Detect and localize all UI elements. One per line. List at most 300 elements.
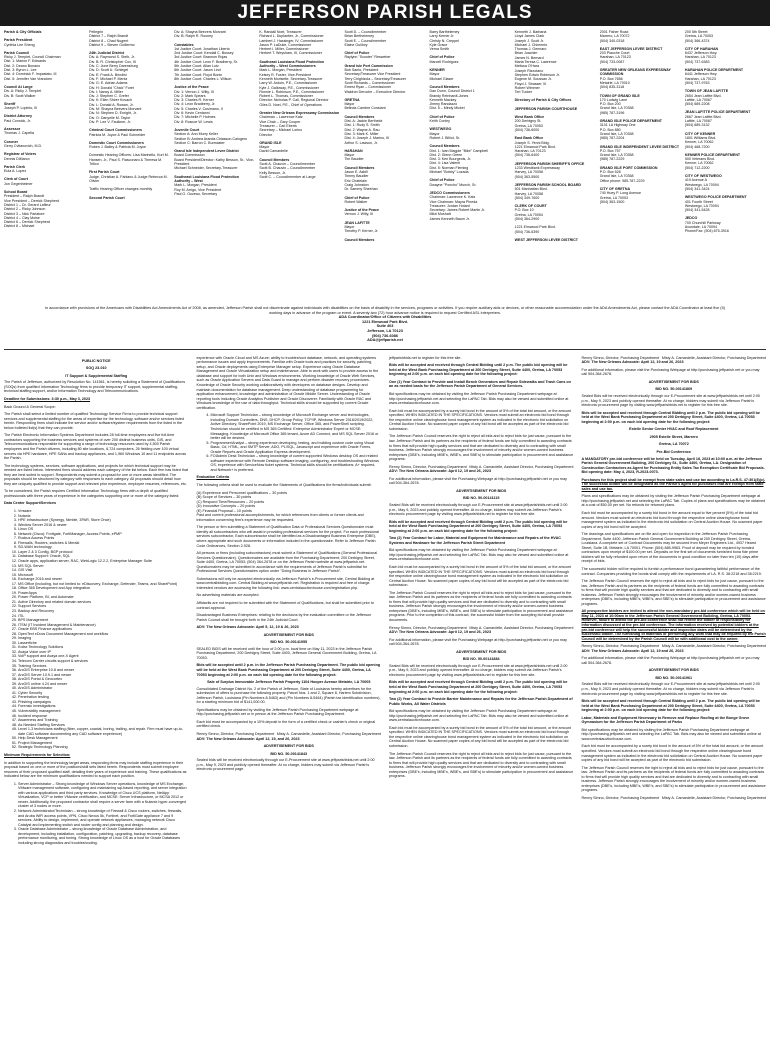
directory-line: Div. O: Danyelle M. Taylor — [89, 115, 131, 120]
notice-number: BID NO. 50-00141869 — [655, 387, 693, 392]
directory-line: (504) 349-7600 — [514, 195, 540, 200]
banner-title: JEFFERSON PARISH LEGALS — [237, 2, 533, 23]
directory-block — [344, 208, 425, 217]
list-item: 2. Nutanix — [18, 514, 189, 519]
notice-paragraph: The person or firm submitting a Statement of Qualification Data or Professional Services Questionnaire must identify all subcontractors who will assist in providing professional services for the project. For each professional services subcontractor, Each subcontractor shall be identified as a Disadvantaged Business Enterprise (DBE), where appropriate and such documents or information included in the questionnaire. Refer to Jefferson Parish Code Ordinances, Section 2-928. — [196, 525, 379, 548]
directory-line: Gerry Cvitanovich, M.D. — [4, 143, 43, 148]
directory-block — [4, 114, 85, 123]
directory-line: P.O. Box 528 — [599, 170, 621, 175]
notice-paragraph: Past and current professional accomplishments, for which references from clients or former clients and information concerning firm's experience may be requested. — [196, 513, 364, 522]
directory-line: Kenner, LA 70062 — [684, 140, 714, 145]
directory-block — [685, 174, 766, 191]
directory-block — [259, 158, 340, 179]
list-item: 1. Server Administrator – Strong knowledge of Windows Server operations, knowledge of MS Exchange, VMware management software, configuring and maintaining sql-based reporting, and server integration with various applications and third party services. Knowledge of Cisco UCS platform, NetApp Virtualization, VCP or better VMware certification, and MCSE: Server Infrastructure, or MCSA 2012 or newer. Additionally, the proposed contractor shall require a server farm with a Nutanix hyper-converged cluster of 3 nodes or more. — [18, 782, 189, 809]
directory-line: 5th Justice Court: Allan Lutz — [174, 64, 219, 69]
notice-paragraph: Sealed Bids will be received electronically through our E-Procurement site at www.jeffparishbids.net until 2:00 p.m., May 9, 2023 and publicly opened thereafter. At no charge, bidders may submit via Jefferson Parish's electronic procurement page by visiting www.jeffparishbids.net to register for this free site. — [389, 663, 568, 677]
directory-line: Eric Chatelain — [344, 178, 367, 183]
notice-paragraph: Bids will be accepted and received through Central Bidding until 2 p.m. The public bid opening will be held at the West Bank Purchasing Department at 200 Derbigny Street, Suite 4400, Gretna, LA 70053 beginning at 2:00 p.m. on each bid opening date for the following project: — [389, 519, 568, 533]
directory-heading: Constables — [174, 42, 194, 47]
directory-line: Director: Nicholas P. Cali, Regional Director — [259, 98, 329, 103]
directory-line: Div. 2: Mark Spears — [174, 93, 206, 98]
directory-line: James Kenneth Baum Jr. — [429, 216, 470, 221]
notice-paragraph: The Parish Electronic Information Systems Department includes 28 full-time employees and five full-time contractors supporting the business services and systems of over 200 distinct business units, GIS, and Telecommunications responsible for supporting a range of technology resources used by 4,500 Parish employees and the Parish citizens, including 80 site locations, 6,724 computers, 26 fielding over 100 virtual servers via HPE hardware, HPE SANs and backup appliances, and 1,960 Windows 10 and 11 endpoints across the Parish. — [4, 433, 187, 461]
directory-line: District 8 – Michael — [4, 224, 35, 229]
directory-block — [4, 85, 85, 98]
directory-line: P.O. Box 757 — [599, 148, 621, 153]
directory-line: Marcell Rodriguez — [429, 59, 459, 64]
notice-paragraph: Consolidated Drainage District No. 2 of the Parish of Jefferson, State of Louisiana hereby advertises for the submission of offers to purchase the following property, Parcel Nos. 1 and 2, Square 8, Harlem Subdivision, Jefferson Parish, Louisiana (Pin Numbers 8-5463) and (Pin Numbers 8-5464) (Parish tax identification numbers), for a starting minimum bid of $141,000.00. — [196, 686, 381, 705]
directory-heading: HARAHAN POLICE DEPARTMENT — [684, 68, 744, 73]
directory-block — [89, 187, 170, 191]
directory-block — [515, 162, 596, 179]
directory-block — [89, 170, 170, 183]
directory-block — [4, 177, 85, 186]
directory-line: Div. 6: Kevin Centanni — [174, 111, 210, 116]
directory-block — [174, 175, 255, 196]
directory-line: Secretary – Michael Lorino — [259, 128, 303, 133]
directory-line: Mayor — [429, 131, 440, 136]
directory-block — [174, 43, 255, 82]
directory-block — [430, 144, 511, 174]
directory-heading: Chief of Police — [429, 178, 455, 183]
notice-paragraph: Bid specifications may be obtained by visiting the Jefferson Parish Purchasing Department webpage at http://purchasing.jeffparish.net and selecting the LaPAC Tab. Bids may also be viewed and submitted online at www.centralauctionhouse.com. — [389, 392, 569, 406]
notice-heading: ADVERTISEMENT FOR BIDS — [263, 744, 314, 749]
project-title: Two (2) Year Contract to Provide Barrier Maintenance and Repairs for the Jefferson Parish Department of Public Works, All Water Districts — [389, 697, 573, 706]
signature-left: Renny Simno, Director, Purchasing Department — [389, 625, 467, 630]
notice-number: SOQ 23-010 — [85, 366, 107, 371]
directory-line: P.O. Box 880 — [599, 127, 621, 132]
directory-block — [515, 107, 596, 111]
directory-line: 6441 Jefferson Hwy. — [684, 72, 718, 77]
directory-block — [515, 183, 596, 200]
directory-block — [174, 30, 255, 39]
directory-line: Cynthia Lee Sheng — [4, 42, 35, 47]
notice-heading: ADVERTISEMENT FOR BIDS — [456, 649, 507, 654]
list-item: 5. Programmer/Analyst – strong experience developing, testing, and building custom code using Visual Basic, C#, HTML, and SMTP Server, ADO, PL/SQL, Javascript and experience with Oracle Forms, Oracle Reports and Oracle Application Express development. — [211, 441, 382, 455]
directory-line: Mayor — [259, 145, 270, 150]
directory-line: Div. G: E. Adrian Adams — [89, 81, 128, 86]
directory-line: Traffic Hearing Officer changes monthly — [89, 187, 153, 192]
ada-contact-line: (504) 736-6086 — [372, 333, 398, 338]
directory-heading: Grand Isle Independent Levee District — [174, 149, 239, 154]
list-item: 43. Phishing campaigns — [18, 700, 189, 705]
directory-block — [430, 68, 511, 81]
directory-heading: Parish Council — [4, 50, 30, 55]
list-item: 8. Firewalls, Routers, switches & Meraki — [18, 541, 189, 546]
directory-heading: JEDCO — [684, 216, 698, 221]
directory-line: 401 Fourth Street — [684, 199, 713, 204]
directory-line: Div. B: Ralph R. Rooney — [174, 34, 213, 39]
directory-line: Dist. 1: Marion F. Edwards — [4, 59, 46, 64]
directory-block — [685, 132, 766, 149]
directory-line: District 6 – Derrick Shepherd — [4, 220, 50, 225]
notice-paragraph: The technology systems, services, software applications, and projects for which technical support may be needed are listed below. Interested firms should address each category of the list below. Each firm has listed that they are best suited to support. Respondents may submit a proposal for one or more areas identified. The proposals should be structured by category with responses to each category. All proposals should detail how they are uniquely qualified to provide support and relevant prior experience, employee resumes, references, etc. — [4, 463, 189, 486]
notice-paragraph: Each bid must be accompanied by a surety bid bond in the amount of 5% of the total bid amount, or the amount specified. WHEN INDICATED IN THE SPECIFICATIONS. Vendors must submit an electronic bid bond through the respective online clearinghouse bond management system as indicated in the electronic bid solicitation on Central Auction House. No scanned paper copies of any bid bond will be accepted as part of the electronic bid submission. — [389, 564, 571, 588]
list-item: 47. Awareness and Training — [18, 718, 189, 723]
notice-heading: ADVERTISEMENT FOR BIDS — [648, 379, 699, 384]
directory-line: (504) 737-9763 — [684, 80, 710, 85]
list-item: 33. VoIP support and Avaya one-X Agent — [18, 654, 189, 659]
ada-notice-text: In accordance with provisions of the Americans with Disabilities Act Amendments Act of 2008, as amended, Jefferson Parish shall not discriminate against individuals with disabilities on the basis of disability in the services, programs or activities. If you require auxiliary aids or devices, or other reasonable accommodation under the ADA Amendments Act, please contact the ADA Coordinator at least five (5) working days in advance of the program or event. A seventy-two (72) hour advance notice is required to request Certified ASL interpreters. — [45, 306, 725, 315]
directory-block — [4, 152, 85, 161]
directory-line: Belinda Cambre Constant — [344, 106, 386, 111]
directory-line: Dist. A: Jackie Berthelot — [344, 119, 383, 124]
list-item: 12. Oracle apps, application server, RAC, WebLogic 12.2.2, Enterprise Manager Suite — [18, 559, 189, 564]
list-item: 28. OpenText eDocs Document Management and workflow — [18, 632, 189, 637]
directory-line: Office phone: 985-787-2229 — [599, 178, 645, 183]
directory-line: Dist. 1: Rudy S. Smith — [344, 123, 380, 128]
directory-line: Div. 4: Leon Bradberry, Jr. — [174, 102, 216, 107]
directory-heading: First Parish Court — [89, 170, 120, 175]
notice-paragraph: Each bid must be accompanied by a surety bid bond in the amount of 5% of the total bid amount, or the amount specified. WHEN INDICATED IN THE SPECIFICATIONS. Vendors must submit an electronic bid bond through the respective online clearinghouse bond management system as indicated in the electronic bid solicitation on Central Auction House. No scanned paper copies of any bid bond will be accepted as part of the electronic bid submission. — [389, 408, 571, 431]
directory-line: Kyle Grace — [429, 42, 448, 47]
list-item: (E) Financial Proposal – 10 points — [196, 508, 252, 513]
directory-heading: CITY OF HARAHAN — [684, 46, 719, 51]
notice-number: BID NO. 50-00141115 — [463, 496, 500, 501]
directory-line: Raylynn "Scooter" Resweber — [344, 55, 391, 60]
directory-heading: Council Members — [344, 114, 375, 119]
notice-deadline: Deadline for Submissions: 3:30 p.m., May 3, 2023 — [4, 397, 91, 402]
directory-block — [600, 145, 681, 162]
directory-block — [4, 102, 85, 111]
directory-line: 3rd Justice Court: Brannon Rojas — [174, 55, 228, 60]
list-item: 9. SD-WAN technology — [18, 545, 189, 550]
directory-heading: TOWN OF JEAN LAFITTE — [684, 89, 729, 94]
directory-line: Lambert J. Hassinger, IV, Commissioner — [259, 38, 324, 43]
directory-line: Dist. 1: Ivan Magpie "Bike" Campbell — [429, 148, 489, 153]
directory-heading: Parish President — [4, 38, 33, 43]
signature-left: Renny Simno, Director, Purchasing Department — [581, 355, 660, 360]
officials-directory — [4, 30, 766, 302]
list-item: 52. Strategic Technology Planning — [18, 745, 189, 750]
directory-heading: JEAN LAFITTE POLICE DEPARTMENT — [684, 110, 751, 115]
list-heading: Data Center Support/Services — [4, 501, 57, 506]
list-item: 14. GIS Visit — [18, 568, 189, 573]
notice-paragraph: Disadvantaged Business Enterprises: relating to the decisions by the evaluation committee or the Jefferson Parish Council shall be brought forth in the 24th Judicial Court. — [196, 613, 372, 622]
directory-block — [685, 68, 766, 85]
directory-line: Joseph Rizzotano — [514, 68, 544, 73]
directory-block — [430, 30, 511, 51]
directory-heading: Criminal Court Commissioners — [89, 128, 143, 133]
directory-line: Herbert T. Weysham, III, Commissioner — [259, 51, 322, 56]
directory-block — [89, 196, 170, 200]
directory-heading: Chief of Police — [344, 51, 370, 56]
directory-line: Eula A. Lopez — [4, 169, 27, 174]
directory-line: Vernon J. Wilty, III — [344, 212, 374, 217]
directory-heading: JEFFERSON PARISH SHERIFF'S OFFICE — [514, 161, 585, 166]
directory-block — [89, 153, 170, 166]
list-item: 44. Forensic investigations — [18, 704, 189, 709]
directory-line: Metairie, LA 70010 — [599, 80, 630, 85]
directory-column — [515, 30, 596, 302]
directory-line: Mark L. Morgan, President — [259, 68, 302, 73]
directory-block — [600, 187, 681, 204]
list-item: 5. Linux OS — [18, 527, 189, 532]
directory-block — [4, 127, 85, 136]
directory-line: 2667 Jean Lafitte Blvd. — [684, 114, 722, 119]
directory-line: Roy M. Arrigo, Vice President — [174, 187, 222, 192]
directory-line: District 3 – Nick Parlatore — [4, 211, 45, 216]
directory-line: (504) 736-6000 — [514, 127, 540, 132]
directory-heading: GRAND ISLE PORT COMMISSION — [599, 165, 658, 170]
directory-line: (504) 689-2208 — [684, 102, 710, 107]
directory-block — [174, 128, 255, 145]
directory-line: Maria Teresa C. Lawrence — [514, 60, 557, 65]
list-item: 2. Network Administrator/Technician – strong knowledge of Firewall & Cisco routers, switches, firewalls, and Aruba WiFi access points, VPN, Cisco Nexus 5k, Fortinet, and FortiGate appliance 7 and 9 services. Ability to design, implement, and operate network appliances, managing network Cisco Catalyst and implementing switch and router config and planning and design. — [18, 809, 189, 827]
directory-line: Jason E. Asbill — [344, 170, 368, 175]
directory-heading: Coroner — [4, 139, 18, 144]
directory-line: Secretary: James Robert Martin Jr. — [429, 208, 486, 213]
directory-block — [344, 149, 425, 162]
list-item: 19. PowerApps — [18, 591, 189, 596]
legal-notices — [4, 356, 766, 1046]
notice-paragraph: All prospective bidders are invited to attend the non-mandatory pre-bid conference which will be held on May 11, 2023 at 10:00am in the Jefferson Parish General Government Building, Gretna, LA 70053. However, failure to attend the pre-bid conference shall not relieve the bidder of responsibility for information discussed at the pre-bid conference. The information received by potential bidders at the pre-bid conference will help the successful bidder and inspection dates will be determined by the successful bidder. The furnishing of materials or performing any work that may be required by the Parish Council will be determined by the Parish Council will be with additional cost to the owner. — [581, 609, 766, 641]
directory-line: Harahan, LA 70123 — [599, 55, 631, 60]
directory-line: 6th Justice Court: Jason Lind — [174, 68, 221, 73]
directory-block — [685, 153, 766, 170]
signature-left: Renny Simno, Director, Purchasing Department — [581, 644, 660, 649]
list-item: 38. ArcGIS Portal & Geocortex — [18, 677, 189, 682]
project-title: Sale of Surplus Immovable Jefferson Parish Property 1104 Hooper Avenue Metairie, LA 70005 — [207, 680, 371, 685]
list-item: 7. Ruckus Access Points — [18, 536, 189, 541]
directory-line: 740 Huey P. Long Avenue — [599, 191, 641, 196]
services-list — [4, 509, 189, 750]
directory-line: Ronnie L. Robinson, P.E., Commissioner — [259, 89, 325, 94]
directory-line: Lafitte, LA 70067 — [684, 119, 712, 124]
directory-line: (504) 712-2200 — [684, 165, 710, 170]
directory-line: Melissa O'Hara — [514, 64, 540, 69]
directory-line: Gretna, LA 70053 — [599, 195, 628, 200]
project-line: Pre-Bid Conference — [656, 449, 691, 454]
ada-notice — [44, 306, 726, 343]
list-item: (D) Innovative Concepts – 20 points — [196, 504, 256, 509]
signature-left: Renny Simno, Director, Purchasing Department — [389, 464, 467, 469]
directory-line: (985) 787-3196 — [599, 110, 625, 115]
directory-line: Section A: Ann Murry Keller — [174, 132, 218, 137]
directory-heading: Chief of Police — [429, 114, 455, 119]
directory-heading: East Bank Office — [514, 136, 544, 141]
notice-paragraph: No advertising materials are accepted. — [196, 593, 260, 598]
directory-line: Elaine Guillory — [344, 42, 368, 47]
list-item: 6. Network (Cisco): Fortigate, FortiManager, Access Points, ePMP — [18, 532, 189, 537]
directory-line: (504) 468-7200 — [684, 144, 710, 149]
directory-line: Michael Glaser — [429, 76, 454, 81]
directory-block — [344, 115, 425, 145]
list-item: 13. MS SQL Server — [18, 564, 189, 569]
ad-run-dates: ADV: The New Orleans Advocate: April 5, 12, 19 & 26, 2023 — [196, 625, 299, 630]
list-item: 27. Oracle EBS Finance applications — [18, 627, 189, 632]
directory-line: Stephen Edwin Robinson Jr. — [514, 72, 560, 77]
directory-line: Dwayne "Poncho" Munch, Sr. — [429, 182, 477, 187]
notice-paragraph: For additional information, please visit the Purchasing Webpage at http://purchasing.jeffparish.net or you may call 504-364-2678. — [389, 476, 567, 486]
list-item: 18. Office 365 Development and App integration — [18, 586, 189, 591]
directory-line: Section C: Barron C. Burmaster — [174, 140, 225, 145]
directory-line: Dennis DiMarco — [4, 156, 30, 161]
directory-line: Dist. 2: Wayne A. Rau — [344, 127, 380, 132]
directory-heading: Southeast Louisiana Flood Protection Authority – West — [174, 174, 239, 183]
criteria-list — [197, 491, 382, 514]
directory-line: Terry Chighizola – Secretary/Treasurer — [344, 76, 407, 81]
list-item: 1. Vmware — [18, 509, 189, 514]
directory-block — [600, 30, 681, 43]
notice-paragraph: All persons or firms (including subcontractors) must submit a Statement of Qualifications (General Professional Services Questionnaire). Questionnaires are available from the Purchasing Department; 200 Derbigny Street, Suite 4400, Gretna, LA 70053; (504) 364-2678 or on the Jefferson Parish website at www.jeffparish.net. Questionnaires may be submitted in accordance with the requirements of Jefferson Parish's submittal for Professional Services Questionnaires option under "Doing Business in Jefferson Parish". — [196, 551, 378, 574]
directory-block — [344, 98, 425, 111]
directory-heading: Chief of Police — [429, 55, 455, 60]
notice-paragraph: Bids will be accepted until 2 p.m. in the Jefferson Parish Purchasing Department. The public bid opening will be held at the West Bank Purchasing Department at 200 Derbigny Street, Suite 4400, Gretna, LA 70053 beginning at 2:00 p.m. on each bid opening date for the following project: — [196, 663, 381, 677]
directory-block — [4, 38, 85, 47]
directory-line: James N. Bernard — [514, 55, 544, 60]
directory-heading: Greater New Orleans Expressway Commission — [259, 111, 340, 116]
directory-line: Dist. 2: Deano Bonano — [4, 63, 41, 68]
notice-paragraph: For additional information, please visit the Purchasing Webpage at http://purchasing.jeffparish.net or you may call 504-364-2678. — [389, 637, 567, 647]
ad-run-dates: ADV: The New Orleans Advocate: April 12, 19 and 26, 2023 — [389, 630, 491, 635]
directory-line: Pellegrin — [89, 30, 104, 34]
directory-line: Michael J. Chimento — [514, 42, 548, 47]
directory-block — [600, 68, 681, 89]
directory-line: Div. P: Lee V. Faulkner, Jr. — [89, 119, 132, 124]
list-item: 51. Project Management — [18, 741, 189, 746]
notice-paragraph: Sealed Bids will be received electronically through our E-Procurement site at www.jeffparishbids.net until 2:00 p.m., May 9, 2023 and publicly opened thereafter. At no charge, bidders may submit via Jefferson Parish's electronic procurement page by visiting www.jeffparishbids.net to register for this free site. — [581, 394, 760, 408]
directory-line: 419 Avenue A — [684, 178, 707, 183]
directory-line: Kelsey R. Foster, Vice-President — [259, 72, 311, 77]
list-item: (C) Respond Time/Resources – 20 points — [196, 499, 265, 504]
directory-block — [600, 119, 681, 140]
directory-line: Dist. 5: Jennifer Van Vrancken — [4, 76, 53, 81]
ad-run-dates: ADV: The New Orleans Advocate: April 12, 19 and 26, 2023 — [581, 648, 684, 653]
directory-line: (504) 341-3424 — [684, 186, 710, 191]
directory-line: Grand Isle, LA 70358 — [599, 106, 634, 111]
directory-heading: GRETNA — [344, 97, 360, 102]
notice-heading: ADVERTISEMENT FOR BIDS — [648, 668, 699, 673]
directory-heading: Council At Large — [4, 84, 33, 89]
notice-paragraph: Bids will be accepted and received through Central Bidding until 2 p.m. The public bid opening will be held at the West Bank Purchasing Department at 200 Derbigny Street, Suite 4400, Gretna, LA 70053 beginning at 2:00 p.m. on each bid opening date for the following project: — [389, 363, 568, 377]
directory-line: District 4 – Clay Moise — [4, 215, 40, 220]
list-item: 41. Cyber Security — [18, 691, 189, 696]
directory-line: (504) 366-4374 — [684, 38, 710, 43]
directory-line: Lloyd James Clark — [514, 34, 545, 39]
directory-heading: Chief of Police — [344, 195, 370, 200]
directory-line: Verna Smith — [429, 47, 450, 52]
directory-line: Mitzi Mushatt — [429, 212, 451, 217]
directory-block — [600, 166, 681, 183]
list-item: 45. Vulnerability management — [18, 709, 189, 714]
project-line: 2905 Estelle Street, Marrero — [649, 434, 698, 439]
directory-line: Michael "Bobby" Lozada — [429, 170, 469, 175]
directory-line: Floyd J. Strasser, III — [514, 81, 547, 86]
directory-line: (504) 340-0318 — [599, 38, 625, 43]
list-item: 49. Level 1-3 technicians staffing (fiber, copper, coaxial, boring, trailing, and repair. Firm must have up-to-date CAD software documenting any CAD software experience) — [18, 727, 189, 736]
directory-block — [430, 178, 511, 187]
directory-line: Div. 5: Charles V. Cusimano, II — [174, 106, 223, 111]
signature-right: Misty A. Camardelle, Assistant Director, Purchasing Department — [661, 355, 766, 360]
directory-line: District 7 – Ralph Brandt — [89, 34, 129, 39]
directory-block — [430, 55, 511, 64]
list-item: 21. Active Directory and related domain services — [18, 600, 189, 605]
list-item: (A) Experience and Personnel qualifications – 30 points — [196, 490, 288, 495]
directory-column — [259, 30, 340, 302]
notice-paragraph: jeffparishbids.net to register for this free site. — [389, 355, 462, 360]
positions-list — [197, 413, 382, 472]
directory-block — [430, 191, 511, 221]
legals-page — [4, 30, 766, 1046]
list-item: 4. Window Server 2016 & newer — [18, 523, 189, 528]
notice-paragraph: The Jefferson Parish Council reserves the right to reject all bids and to reject bids for just cause, pursuant to the law. Jefferson Parish and its partners as the recipients of federal funds are fully committed to awarding contracts to firms that will provide high quality services and that are dedicated to diversity and to contracting with small business. Jefferson Parish strongly encourages the involvement of minority and/or women-owned business enterprises (DBE's, including MBE's, WBE's, and SBE's) to stimulate participation in procurement and assistance programs. — [581, 579, 766, 606]
directory-line: Grand Isle, LA 70358 — [599, 174, 634, 179]
notice-column-3 — [389, 356, 574, 1046]
directory-line: (985) 787-2204 — [599, 136, 625, 141]
directory-heading: Sheriff — [4, 101, 16, 106]
ad-run-dates: ADV: The New Orleans Advocate: April 12, 19, and 26, 2023 — [196, 736, 300, 741]
directory-line: 500 Veterans Blvd. — [684, 157, 716, 162]
directory-line: Kenner, LA 70062 — [684, 161, 714, 166]
directory-line: Arthur S. Lawson, Jr. — [344, 140, 378, 145]
directory-line: District 9 – Steven Guillermo — [89, 42, 135, 47]
notice-number: BID NO. 50-00141955 — [270, 640, 308, 645]
directory-line: Div. 8: Roscoe W. Lewis — [174, 119, 213, 124]
directory-line: Div. E: Frank A. Brindisi — [89, 72, 127, 77]
list-item: 37. ArcGIS Server 10.9.1 and newer — [18, 673, 189, 678]
directory-line: Tim Baudier — [344, 157, 364, 162]
directory-line: 2nd Justice Court: Kendall C. Bussey — [174, 51, 234, 56]
directory-column — [89, 30, 170, 302]
directory-heading: WEST JEFFERSON LEVEE DISTRICT — [514, 237, 578, 242]
project-title: One (1) Year Contract to Provide and Install Bench Generators and Repair Sidewalks and Trash Cans on an as needed basis for the Jefferson Parish Department of General Services. — [389, 379, 571, 389]
directory-line: Dist. 5 – Mindy Mickel — [429, 106, 465, 111]
directory-heading: Domestic Court Commissioners — [89, 140, 144, 145]
directory-line: (504) 363-5500 — [514, 174, 540, 179]
notice-paragraph: experience with Oracle Cloud and MS Azure; ability to troubleshoot database, network, and operating systems performance issues and apply improvements. Familiar with Oracle tools and practices for security, patching, setup, and Oracle deployments using Enterprise Manager setup. Experience using Oracle Database Management and Oracle Virtualization setup and maintenance. Able to work with users to provide access to the database and support for both Unix and Windows environments. Working knowledge of Oracle Web Services, such as Oracle Application Servers and Data Guard to manage and perform disaster recovery procedures. Knowledge of Oracle Security working collaboratively with developers on database designs. Develop and maintain documentation for database management. Deep understanding of database programming for application enhancement, knowledge and administration of Oracle Middle Server. Understanding of Oracle reporting tools including Oracle Analytics Publisher and Oracle Discoverer. Familiarity with Oracle RAC and Windows knowledge of the use of data throughput. Technical skills should be supported by current Oracle certification. — [196, 355, 379, 410]
notice-paragraph: Sealed Bids will be received electronically through our E-Procurement site at www.jeffparishbids.net until 2:00 p.m., May 9, 2023 and publicly opened thereafter. At no charge, bidders may submit via Jefferson Parish's electronic procurement page by visiting www.jeffparishbids.net to register for this free site. — [389, 502, 568, 517]
directory-heading: JEFFERSON PARISH SCHOOL BOARD — [514, 182, 582, 187]
directory-block — [89, 30, 170, 47]
notice-column-2 — [197, 356, 382, 1046]
directory-line: Vice Chairman: Mayra Pineda — [429, 199, 478, 204]
directory-column — [430, 30, 511, 302]
directory-block — [174, 149, 255, 170]
directory-line: Barry Barthelemey — [429, 30, 460, 34]
directory-line: Herbert I. Miller, Commissioner — [259, 47, 309, 52]
notice-paragraph: Bid specifications may be obtained by visiting the Jefferson Parish Purchasing Department webpage at http://purchasing.jeffparish.net and selecting the LaPAC Tab. Bids may also be viewed and submitted online at www.centralauctionhouse.com. — [389, 709, 569, 723]
directory-block — [515, 238, 596, 242]
section-divider — [4, 349, 766, 350]
directory-line: Kyle J. Galloway, P.E., Commissioner — [259, 85, 319, 90]
directory-block — [515, 115, 596, 132]
directory-heading: GRAND ISLE — [259, 140, 282, 145]
directory-line: Joseph J. Scott Jr. — [514, 38, 545, 43]
signature-block — [582, 796, 767, 801]
directory-heading: WESTWEGO POLICE DEPARTMENT — [684, 195, 747, 200]
directory-heading: Parish & City Officials — [4, 30, 42, 34]
notice-paragraph: The Jefferson Parish Council reserves the right to reject all bids and to reject bids for just cause, pursuant to the law. Jefferson Parish and its partners as the recipients of federal funds are fully committed to awarding contracts to firms that will provide high quality services and that are dedicated to diversity and to contracting with small business. Jefferson Parish strongly encourages the involvement of minority and/or women-owned business enterprises (DBE's, including MBE's, WBE's, and SBE's) to stimulate participation in procurement and assistance programs. — [581, 765, 766, 793]
directory-line: Jon Gegenheimer — [4, 181, 33, 186]
notice-paragraph: Specifications may be obtained by visiting the Jefferson Parish Purchasing Department webpage at http://purchasing.jeffparish.net or in person at the Jefferson Parish Purchasing Department. — [196, 707, 359, 717]
directory-line: Div. A: Ricky J. Templet — [4, 89, 42, 94]
signature-block — [197, 732, 382, 737]
directory-line: Westwego, LA 70094 — [684, 203, 719, 208]
notice-paragraph: The Jefferson Parish Council reserves the right to reject all bids and to reject bids for just cause, pursuant to the law. Jefferson Parish and its partners as the recipients of federal funds are fully committed to awarding contracts to firms that will provide high quality services and that are dedicated to diversity and to contracting with small business. Jefferson Parish strongly encourages the involvement of minority and/or women-owned business enterprises (DBE's, including MBE's, WBE's, and SBE's) to stimulate participation in procurement and assistance programs. Prior to the completion of this contract, the successful bidder from the accepting bid shall provide documents. — [389, 590, 574, 622]
notice-paragraph: Bids will be accepted and received through Central Bidding until 2 p.m. The public bid opening will be held at the West Bank Purchasing Department at 200 Derbigny Street, Suite 4400, Gretna, LA 70053 beginning at 2:00 p.m. on each bid opening date for the following project: — [581, 699, 760, 713]
directory-line: Grand Isle, LA 70358 — [599, 153, 634, 158]
directory-heading: GRAND ISLE POLICE DEPARTMENT — [599, 119, 662, 124]
notice-heading: ADVERTISEMENT FOR BIDS — [456, 488, 507, 493]
notice-paragraph: Purchases for this project shall be exempt from state sales and use tax according to La.R.S. 47:301(8)(c). The successful bidder will be designated as the Parish's agent for purchases that are exempt from state sales and use tax. — [581, 477, 766, 491]
directory-block — [4, 165, 85, 174]
notice-paragraph: Bids will be accepted and received through Central Bidding until 2 p.m. The public bid opening will be held at the West Bank Purchasing Department at 200 Derbigny Street, Suite 4400, Gretna, LA 70053 beginning at 2:00 p.m. on each bid opening date for the following project: — [581, 410, 760, 424]
directory-block — [4, 140, 85, 149]
directory-line: 2654 Jean Lafitte Blvd. — [684, 93, 722, 98]
directory-line: P.O. Box 10 — [514, 208, 534, 213]
directory-line: Dist. 2: Glenn Green — [429, 152, 463, 157]
